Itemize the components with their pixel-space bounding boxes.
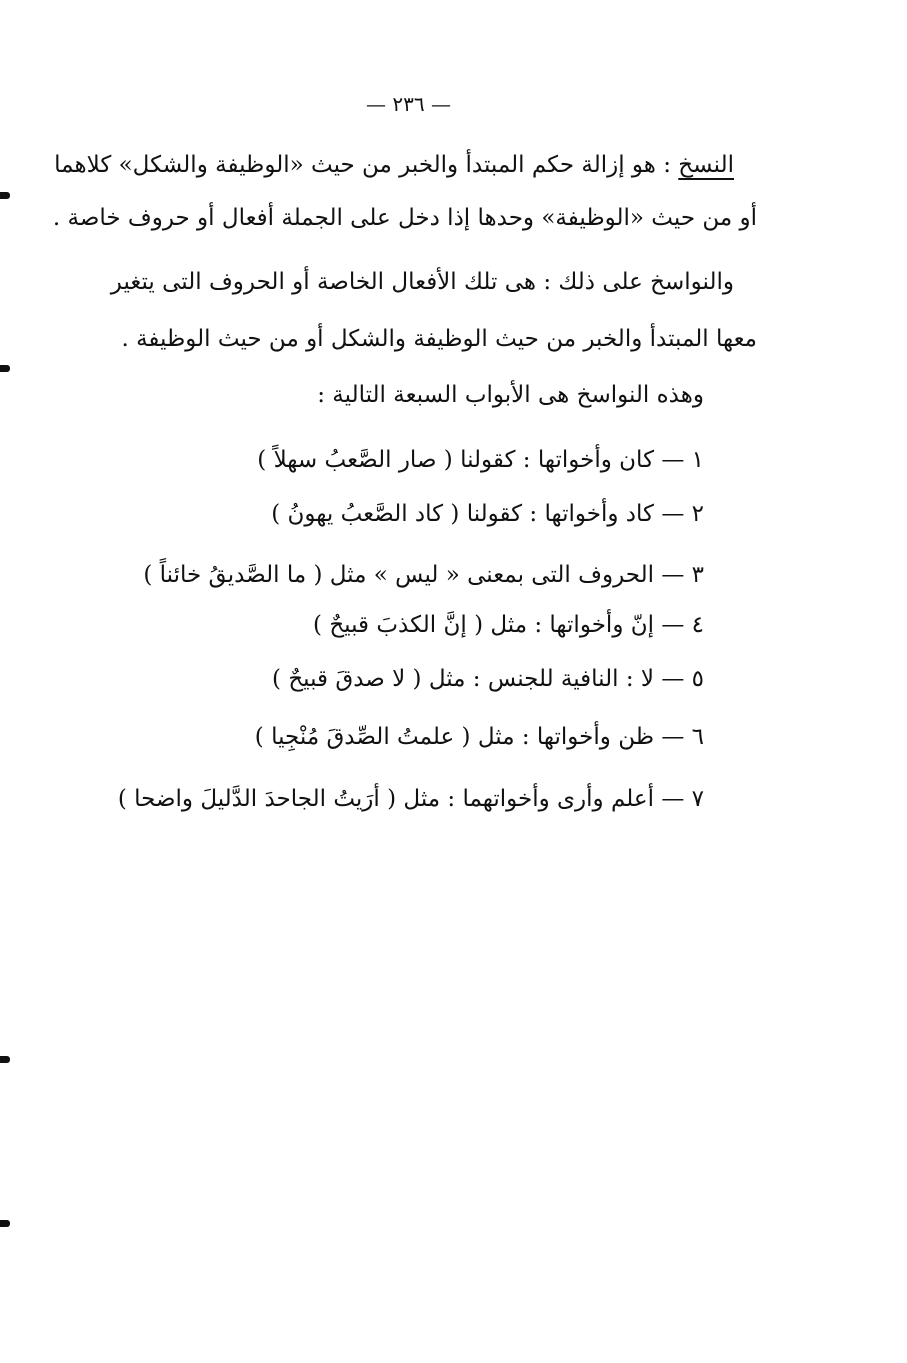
list-item-5: ٥ — لا : النافية للجنس : مثل ( لا صدقَ قبيحٌ ) xyxy=(272,666,704,692)
definition-line-2: أو من حيث «الوظيفة» وحدها إذا دخل على الجملة أفعال أو حروف خاصة . xyxy=(52,205,757,231)
list-item-7: ٧ — أعلم وأرى وأخواتهما : مثل ( أرَيتُ الجاحدَ الدَّليلَ واضحا ) xyxy=(117,786,704,812)
intro-line: وهذه النواسخ هى الأبواب السبعة التالية : xyxy=(317,382,704,408)
explanation-line-2: معها المبتدأ والخبر من حيث الوظيفة والشكل أو من حيث الوظيفة . xyxy=(121,326,757,352)
page-number: — ٢٣٦ — xyxy=(366,92,451,116)
list-item-6: ٦ — ظن وأخواتها : مثل ( علمتُ الصِّدقَ مُنْجِيا ) xyxy=(254,724,704,750)
scan-edge-mark xyxy=(0,1056,10,1063)
list-item-4: ٤ — إنّ وأخواتها : مثل ( إنَّ الكذبَ قبيحٌ ) xyxy=(313,612,704,638)
explanation-line-1: والنواسخ على ذلك : هى تلك الأفعال الخاصة أو الحروف التى يتغير xyxy=(110,269,734,295)
list-item-1: ١ — كان وأخواتها : كقولنا ( صار الصَّعبُ سهلاً ) xyxy=(257,447,704,473)
scan-edge-mark xyxy=(0,365,10,372)
definition-line-1 xyxy=(54,148,734,182)
scan-edge-mark xyxy=(0,1220,10,1227)
scan-edge-mark xyxy=(0,192,10,199)
term-naskh: النسخ xyxy=(678,152,734,178)
definition-text-1: : هو إزالة حكم المبتدأ والخبر من حيث «الوظيفة والشكل» كلاهما xyxy=(54,152,671,178)
list-item-3: ٣ — الحروف التى بمعنى « ليس » مثل ( ما الصَّديقُ خائناً ) xyxy=(143,562,704,588)
list-item-2: ٢ — كاد وأخواتها : كقولنا ( كاد الصَّعبُ يهونُ ) xyxy=(271,501,704,527)
